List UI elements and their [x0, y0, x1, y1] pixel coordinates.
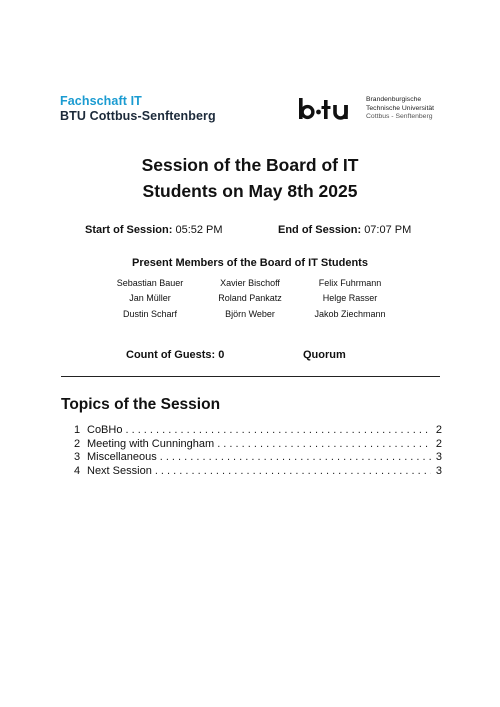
session-start-value: 05:52 PM: [175, 224, 223, 236]
members-grid: [100, 278, 400, 321]
session-start-label: Start of Session:: [85, 224, 173, 236]
toc-page: 2: [435, 437, 442, 450]
toc-entry[interactable]: [74, 438, 442, 452]
member-name: Björn Weber: [225, 308, 275, 319]
members-heading: Present Members of the Board of IT Students: [132, 257, 368, 269]
table-of-contents: [74, 424, 442, 478]
logo-line-3: Cottbus - Senftenberg: [366, 113, 433, 121]
btu-logo: [298, 95, 434, 123]
section-divider: [61, 376, 440, 377]
toc-label: Miscellaneous: [87, 451, 157, 464]
toc-label: CoBHo: [87, 424, 123, 436]
toc-label: Next Session: [87, 464, 152, 477]
member-name: Dustin Scharf: [122, 308, 178, 319]
toc-entry[interactable]: [74, 424, 442, 438]
member-name: Sebastian Bauer: [116, 278, 184, 288]
toc-entry[interactable]: [74, 465, 442, 479]
member-name: Roland Pankatz: [218, 293, 282, 304]
toc-number: 1: [74, 424, 81, 436]
title-line-1: Session of the Board of IT: [141, 155, 359, 175]
session-end: [278, 224, 411, 236]
session-end-value: 07:07 PM: [364, 224, 412, 236]
member-name: Xavier Bischoff: [220, 278, 280, 288]
org-name: Fachschaft IT: [60, 94, 142, 108]
guest-count: Count of Guests: 0: [126, 349, 225, 361]
topics-heading: Topics of the Session: [61, 396, 221, 413]
member-name: Felix Fuhrmann: [318, 278, 382, 288]
toc-number: 4: [74, 464, 81, 477]
toc-leader-dots: [125, 424, 431, 436]
member-name: Jan Müller: [129, 293, 171, 304]
toc-leader-dots: [217, 438, 431, 450]
toc-page: 3: [435, 451, 442, 464]
logo-line-1: Brandenburgische: [366, 96, 422, 104]
toc-number: 2: [74, 437, 81, 450]
org-block: [60, 94, 216, 124]
toc-leader-dots: [160, 451, 431, 463]
toc-entry[interactable]: [74, 451, 442, 465]
member-name: Helge Rasser: [322, 293, 378, 304]
toc-page: 3: [435, 464, 442, 477]
quorum-status: Quorum: [303, 349, 346, 361]
document-title: [0, 152, 500, 204]
session-start: [85, 224, 223, 236]
member-name: Jakob Ziechmann: [314, 308, 386, 319]
logo-line-2: Technische Universität: [366, 104, 434, 112]
title-line-2: Students on May 8th 2025: [142, 181, 358, 201]
toc-leader-dots: [155, 465, 431, 477]
org-university: BTU Cottbus-Senftenberg: [60, 109, 216, 123]
btu-logo-text: [366, 96, 434, 122]
btu-logo-mark: [298, 97, 360, 121]
toc-number: 3: [74, 451, 81, 464]
toc-page: 2: [435, 424, 442, 436]
toc-label: Meeting with Cunningham: [87, 437, 215, 450]
session-end-label: End of Session:: [278, 224, 362, 236]
